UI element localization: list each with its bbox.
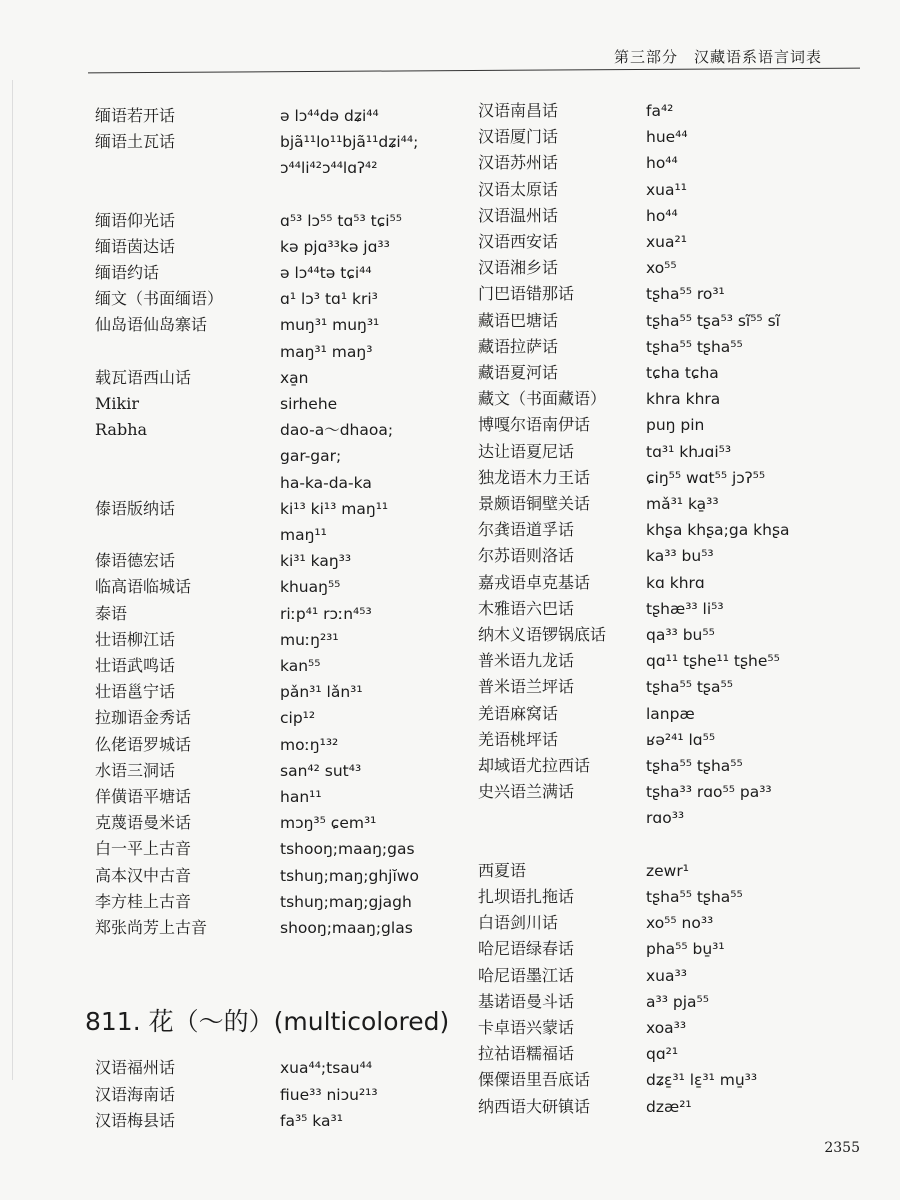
language-name: 汉语梅县话 — [95, 1110, 176, 1130]
phonetic-form: fa⁴² — [646, 102, 674, 120]
entry-row — [95, 1082, 475, 1108]
page-number: 2355 — [824, 1140, 860, 1156]
entry-row — [95, 312, 475, 364]
language-name: 白语剑川话 — [478, 913, 559, 933]
entry-row — [95, 1108, 475, 1134]
language-name: 藏语夏河话 — [478, 363, 559, 383]
language-name: 羌语桃坪话 — [478, 729, 559, 749]
section-number: 811. — [85, 1007, 141, 1037]
language-name: 傈僳语里吾底话 — [478, 1070, 591, 1090]
phonetic-form: khʂa khʂa;ga khʂa — [646, 521, 790, 540]
section-entry-list — [95, 1055, 475, 1134]
entry-row — [95, 810, 475, 836]
entry-row — [478, 465, 878, 491]
phonetic-form: qa³³ bu⁵⁵ — [646, 626, 715, 645]
phonetic-form: kɑ khrɑ — [646, 573, 705, 592]
phonetic-form: kan⁵⁵ — [280, 657, 321, 676]
entry-row — [95, 417, 475, 496]
entry-row — [478, 936, 878, 962]
entry-row — [478, 858, 878, 884]
entry-row — [95, 705, 475, 731]
entry-row — [478, 281, 878, 307]
language-name: 汉语湘乡话 — [478, 258, 559, 278]
language-name: 汉语厦门话 — [478, 127, 559, 147]
entry-row — [95, 260, 475, 286]
right-entry-list — [478, 98, 878, 1120]
entry-row — [478, 727, 878, 753]
language-name: 拉珈语金秀话 — [95, 708, 192, 728]
entry-spacer — [478, 832, 878, 858]
phonetic-form: tɕha tɕha — [646, 364, 719, 383]
entry-row — [478, 386, 878, 412]
language-name: Mikir — [95, 394, 139, 414]
language-name: Rabha — [95, 420, 148, 440]
entry-row — [95, 548, 475, 574]
phonetic-form: bjã¹¹lo¹¹bjã¹¹dʑi⁴⁴; ɔ⁴⁴li⁴²ɔ⁴⁴lɑʔ⁴² — [280, 133, 419, 178]
phonetic-form: fiue³³ niɔu²¹³ — [280, 1085, 378, 1104]
entry-row — [478, 674, 878, 700]
language-name: 哈尼语墨江话 — [478, 965, 575, 985]
entry-row — [95, 574, 475, 600]
language-name: 缅语若开话 — [95, 106, 176, 125]
phonetic-form: puŋ pin — [646, 416, 705, 435]
entry-row — [478, 648, 878, 674]
language-name: 壮语柳江话 — [95, 629, 176, 649]
phonetic-form: xo⁵⁵ — [646, 259, 677, 278]
phonetic-form: ho⁴⁴ — [646, 154, 678, 173]
language-name: 汉语南昌话 — [478, 101, 559, 120]
language-name: 汉语苏州话 — [478, 153, 559, 173]
entry-row — [95, 1055, 475, 1081]
language-name: 独龙语木力王话 — [478, 467, 591, 487]
phonetic-form: qɑ¹¹ tʂhe¹¹ tʂhe⁵⁵ — [646, 652, 780, 671]
right-column — [478, 98, 878, 1120]
language-name: 基诺语曼斗话 — [478, 991, 575, 1011]
phonetic-form: ʁə²⁴¹ lɑ⁵⁵ — [646, 730, 716, 749]
phonetic-form: tʂha³³ rɑo⁵⁵ pa³³ rɑo³³ — [646, 783, 772, 828]
language-name: 拉祜语糯福话 — [478, 1044, 575, 1064]
phonetic-form: ho⁴⁴ — [646, 206, 678, 225]
language-name: 郑张尚芳上古音 — [95, 918, 208, 938]
entry-row — [478, 989, 878, 1015]
phonetic-form: pha⁵⁵ bu̱³¹ — [646, 940, 725, 959]
phonetic-form: muːŋ²³¹ — [280, 630, 339, 649]
entry-row — [95, 653, 475, 679]
phonetic-form: tʂha⁵⁵ ro³¹ — [646, 285, 725, 304]
entry-row — [95, 208, 475, 234]
entry-row — [478, 98, 878, 124]
entry-row — [478, 308, 878, 334]
entry-row — [478, 491, 878, 517]
language-name: 汉语太原话 — [478, 179, 559, 199]
language-name: 羌语麻窝话 — [478, 703, 559, 723]
left-entry-list — [95, 103, 475, 941]
phonetic-form: xa̱n — [280, 368, 309, 387]
phonetic-form: mǎ³¹ ka̱³³ — [646, 495, 719, 514]
language-name: 缅语约话 — [95, 263, 160, 283]
phonetic-form: han¹¹ — [280, 788, 322, 807]
language-name: 汉语海南话 — [95, 1084, 176, 1104]
entry-row — [95, 234, 475, 260]
language-name: 景颇语铜壁关话 — [478, 494, 591, 514]
entry-row — [478, 124, 878, 150]
entry-row — [95, 836, 475, 862]
phonetic-form: dʑɛ̱³¹ lɛ̱³¹ mu̱³³ — [646, 1071, 758, 1090]
entry-row — [95, 286, 475, 312]
phonetic-form: tʂha⁵⁵ tʂa⁵⁵ — [646, 678, 733, 697]
phonetic-form: ki³¹ kaŋ³³ — [280, 552, 352, 571]
language-name: 汉语福州话 — [95, 1058, 176, 1078]
entry-row — [478, 570, 878, 596]
phonetic-form: qɑ²¹ — [646, 1045, 679, 1064]
entry-row — [478, 1067, 878, 1093]
entry-row — [95, 915, 475, 941]
language-name: 白一平上古音 — [95, 839, 192, 859]
entry-row — [478, 1094, 878, 1120]
phonetic-form: tshooŋ;maaŋ;gas — [280, 840, 415, 859]
language-name: 扎坝语扎拖话 — [478, 886, 575, 906]
language-name: 哈尼语绿春话 — [478, 939, 575, 959]
phonetic-form: a³³ pja⁵⁵ — [646, 992, 709, 1011]
language-name: 史兴语兰满话 — [478, 782, 575, 802]
entry-row — [478, 439, 878, 465]
entry-row — [478, 360, 878, 386]
phonetic-form: ɑ⁵³ lɔ⁵⁵ tɑ⁵³ tɕi⁵⁵ — [280, 211, 402, 230]
entry-row — [478, 753, 878, 779]
language-name: 博嘎尔语南伊话 — [478, 415, 591, 435]
phonetic-form: khuaŋ⁵⁵ — [280, 578, 341, 597]
language-name: 泰语 — [95, 603, 128, 623]
entry-spacer — [95, 182, 475, 208]
phonetic-form: tshuŋ;maŋ;ghjĭwo — [280, 866, 419, 885]
language-name: 李方桂上古音 — [95, 891, 192, 911]
language-name: 木雅语六巴话 — [478, 598, 575, 618]
language-name: 载瓦语西山话 — [95, 367, 192, 387]
entry-row — [95, 391, 475, 417]
entry-row — [478, 1041, 878, 1067]
language-name: 普米语九龙话 — [478, 651, 575, 671]
entry-row — [478, 779, 878, 831]
entry-row — [478, 412, 878, 438]
entry-row — [478, 334, 878, 360]
phonetic-form: ə lɔ⁴⁴də dʑi⁴⁴ — [280, 107, 379, 125]
phonetic-form: san⁴² sut⁴³ — [280, 761, 362, 780]
phonetic-form: tʂha⁵⁵ tʂha⁵⁵ — [646, 757, 743, 776]
entry-row — [95, 889, 475, 915]
phonetic-form: hue⁴⁴ — [646, 128, 688, 147]
phonetic-form: dzæ²¹ — [646, 1097, 692, 1116]
language-name: 缅文（书面缅语） — [95, 289, 224, 309]
phonetic-form: tʂhæ³³ li⁵³ — [646, 599, 724, 618]
language-name: 缅语仰光话 — [95, 210, 176, 230]
entry-row — [95, 679, 475, 705]
entry-row — [478, 177, 878, 203]
entry-row — [478, 884, 878, 910]
language-name: 汉语西安话 — [478, 232, 559, 252]
entry-row — [95, 758, 475, 784]
running-header: 第三部分 汉藏语系语言词表 — [613, 48, 822, 66]
language-name: 达让语夏尼话 — [478, 441, 575, 461]
header-rule — [88, 68, 860, 74]
phonetic-form: xua¹¹ — [646, 180, 687, 199]
language-name: 纳西语大研镇话 — [478, 1096, 591, 1116]
phonetic-form: ə lɔ⁴⁴tə tɕi⁴⁴ — [280, 264, 372, 283]
phonetic-form: pǎn³¹ lǎn³¹ — [280, 683, 363, 702]
language-name: 克蔑语曼米话 — [95, 813, 192, 833]
language-name: 西夏语 — [478, 860, 527, 880]
phonetic-form: shooŋ;maaŋ;glas — [280, 919, 413, 938]
entry-row — [478, 963, 878, 989]
phonetic-form: riːp⁴¹ rɔːn⁴⁵³ — [280, 604, 372, 623]
phonetic-form: tʂha⁵⁵ tʂa⁵³ sĩ⁵⁵ sĩ — [646, 311, 780, 330]
language-name: 壮语武鸣话 — [95, 656, 176, 676]
language-name: 尔龚语道孚话 — [478, 520, 575, 540]
phonetic-form: xua²¹ — [646, 233, 687, 252]
entry-row — [478, 517, 878, 543]
entry-row — [478, 203, 878, 229]
phonetic-form: muŋ³¹ muŋ³¹ maŋ³¹ maŋ³ — [280, 316, 380, 361]
language-name: 嘉戎语卓克基话 — [478, 572, 591, 592]
language-name: 仫佬语罗城话 — [95, 734, 192, 754]
phonetic-form: zewr¹ — [646, 861, 689, 880]
entry-row — [478, 596, 878, 622]
language-name: 卡卓语兴蒙话 — [478, 1017, 575, 1037]
entry-row — [95, 732, 475, 758]
language-name: 水语三洞话 — [95, 760, 176, 780]
language-name: 藏文（书面藏语） — [478, 389, 607, 409]
phonetic-form: ɕiŋ⁵⁵ wɑt⁵⁵ jɔʔ⁵⁵ — [646, 468, 766, 487]
entry-row — [95, 103, 475, 129]
language-name: 仙岛语仙岛寨话 — [95, 315, 208, 335]
phonetic-form: moːŋ¹³² — [280, 735, 339, 754]
entry-row — [478, 255, 878, 281]
phonetic-form: lanpæ — [646, 704, 695, 723]
language-name: 缅语茵达话 — [95, 236, 176, 256]
phonetic-form: xua⁴⁴;tsau⁴⁴ — [280, 1059, 373, 1078]
phonetic-form: mɔŋ³⁵ ɕem³¹ — [280, 814, 377, 833]
language-name: 普米语兰坪话 — [478, 677, 575, 697]
entry-row — [95, 129, 475, 181]
entry-row — [95, 601, 475, 627]
language-name: 高本汉中古音 — [95, 865, 192, 885]
entry-row — [478, 622, 878, 648]
entry-row — [478, 910, 878, 936]
language-name: 佯僙语平塘话 — [95, 787, 192, 807]
section-title-text: 花（～的）(multicolored) — [148, 1007, 450, 1037]
language-name: 纳木义语锣锅底话 — [478, 625, 607, 645]
phonetic-form: tshuŋ;maŋ;gjagh — [280, 892, 412, 911]
phonetic-form: ka³³ bu⁵³ — [646, 547, 714, 566]
language-name: 缅语土瓦话 — [95, 132, 176, 152]
language-name: 却域语尤拉西话 — [478, 756, 591, 776]
phonetic-form: khra khra — [646, 390, 721, 409]
phonetic-form: cip¹² — [280, 709, 316, 728]
phonetic-form: fa³⁵ ka³¹ — [280, 1111, 343, 1130]
phonetic-form: xoa³³ — [646, 1018, 687, 1037]
phonetic-form: ki¹³ ki¹³ maŋ¹¹ maŋ¹¹ — [280, 499, 389, 545]
entry-row — [95, 784, 475, 810]
section-heading — [85, 997, 475, 1047]
language-name: 傣语德宏话 — [95, 551, 176, 571]
entry-row — [478, 701, 878, 727]
phonetic-form: tɑ³¹ khɹɑi⁵³ — [646, 442, 732, 461]
entry-row — [95, 863, 475, 889]
entry-row — [478, 1015, 878, 1041]
language-name: 藏语拉萨话 — [478, 336, 559, 356]
language-name: 壮语邕宁话 — [95, 682, 176, 702]
language-name: 门巴语错那话 — [478, 284, 575, 304]
phonetic-form: xo⁵⁵ no³³ — [646, 914, 714, 933]
entry-row — [478, 150, 878, 176]
phonetic-form: tʂha⁵⁵ tʂha⁵⁵ — [646, 337, 743, 356]
entry-row — [478, 229, 878, 255]
page-binding-edge — [12, 80, 13, 1080]
language-name: 汉语温州话 — [478, 205, 559, 225]
language-name: 藏语巴塘话 — [478, 310, 559, 330]
phonetic-form: xua³³ — [646, 966, 687, 985]
entry-row — [95, 627, 475, 653]
left-column — [85, 103, 475, 1134]
phonetic-form: kə pjɑ³³kə jɑ³³ — [280, 237, 390, 256]
phonetic-form: dao-a～dhaoa; gar-gar; ha-ka-da-ka — [280, 421, 394, 492]
language-name: 临高语临城话 — [95, 577, 192, 597]
entry-row — [95, 365, 475, 391]
entry-row — [95, 496, 475, 548]
phonetic-form: tʂha⁵⁵ tʂha⁵⁵ — [646, 887, 743, 906]
phonetic-form: sirhehe — [280, 395, 338, 414]
language-name: 尔苏语则洛话 — [478, 546, 575, 566]
phonetic-form: ɑ¹ lɔ³ tɑ¹ kri³ — [280, 290, 378, 309]
entry-row — [478, 543, 878, 569]
language-name: 傣语版纳话 — [95, 498, 176, 518]
